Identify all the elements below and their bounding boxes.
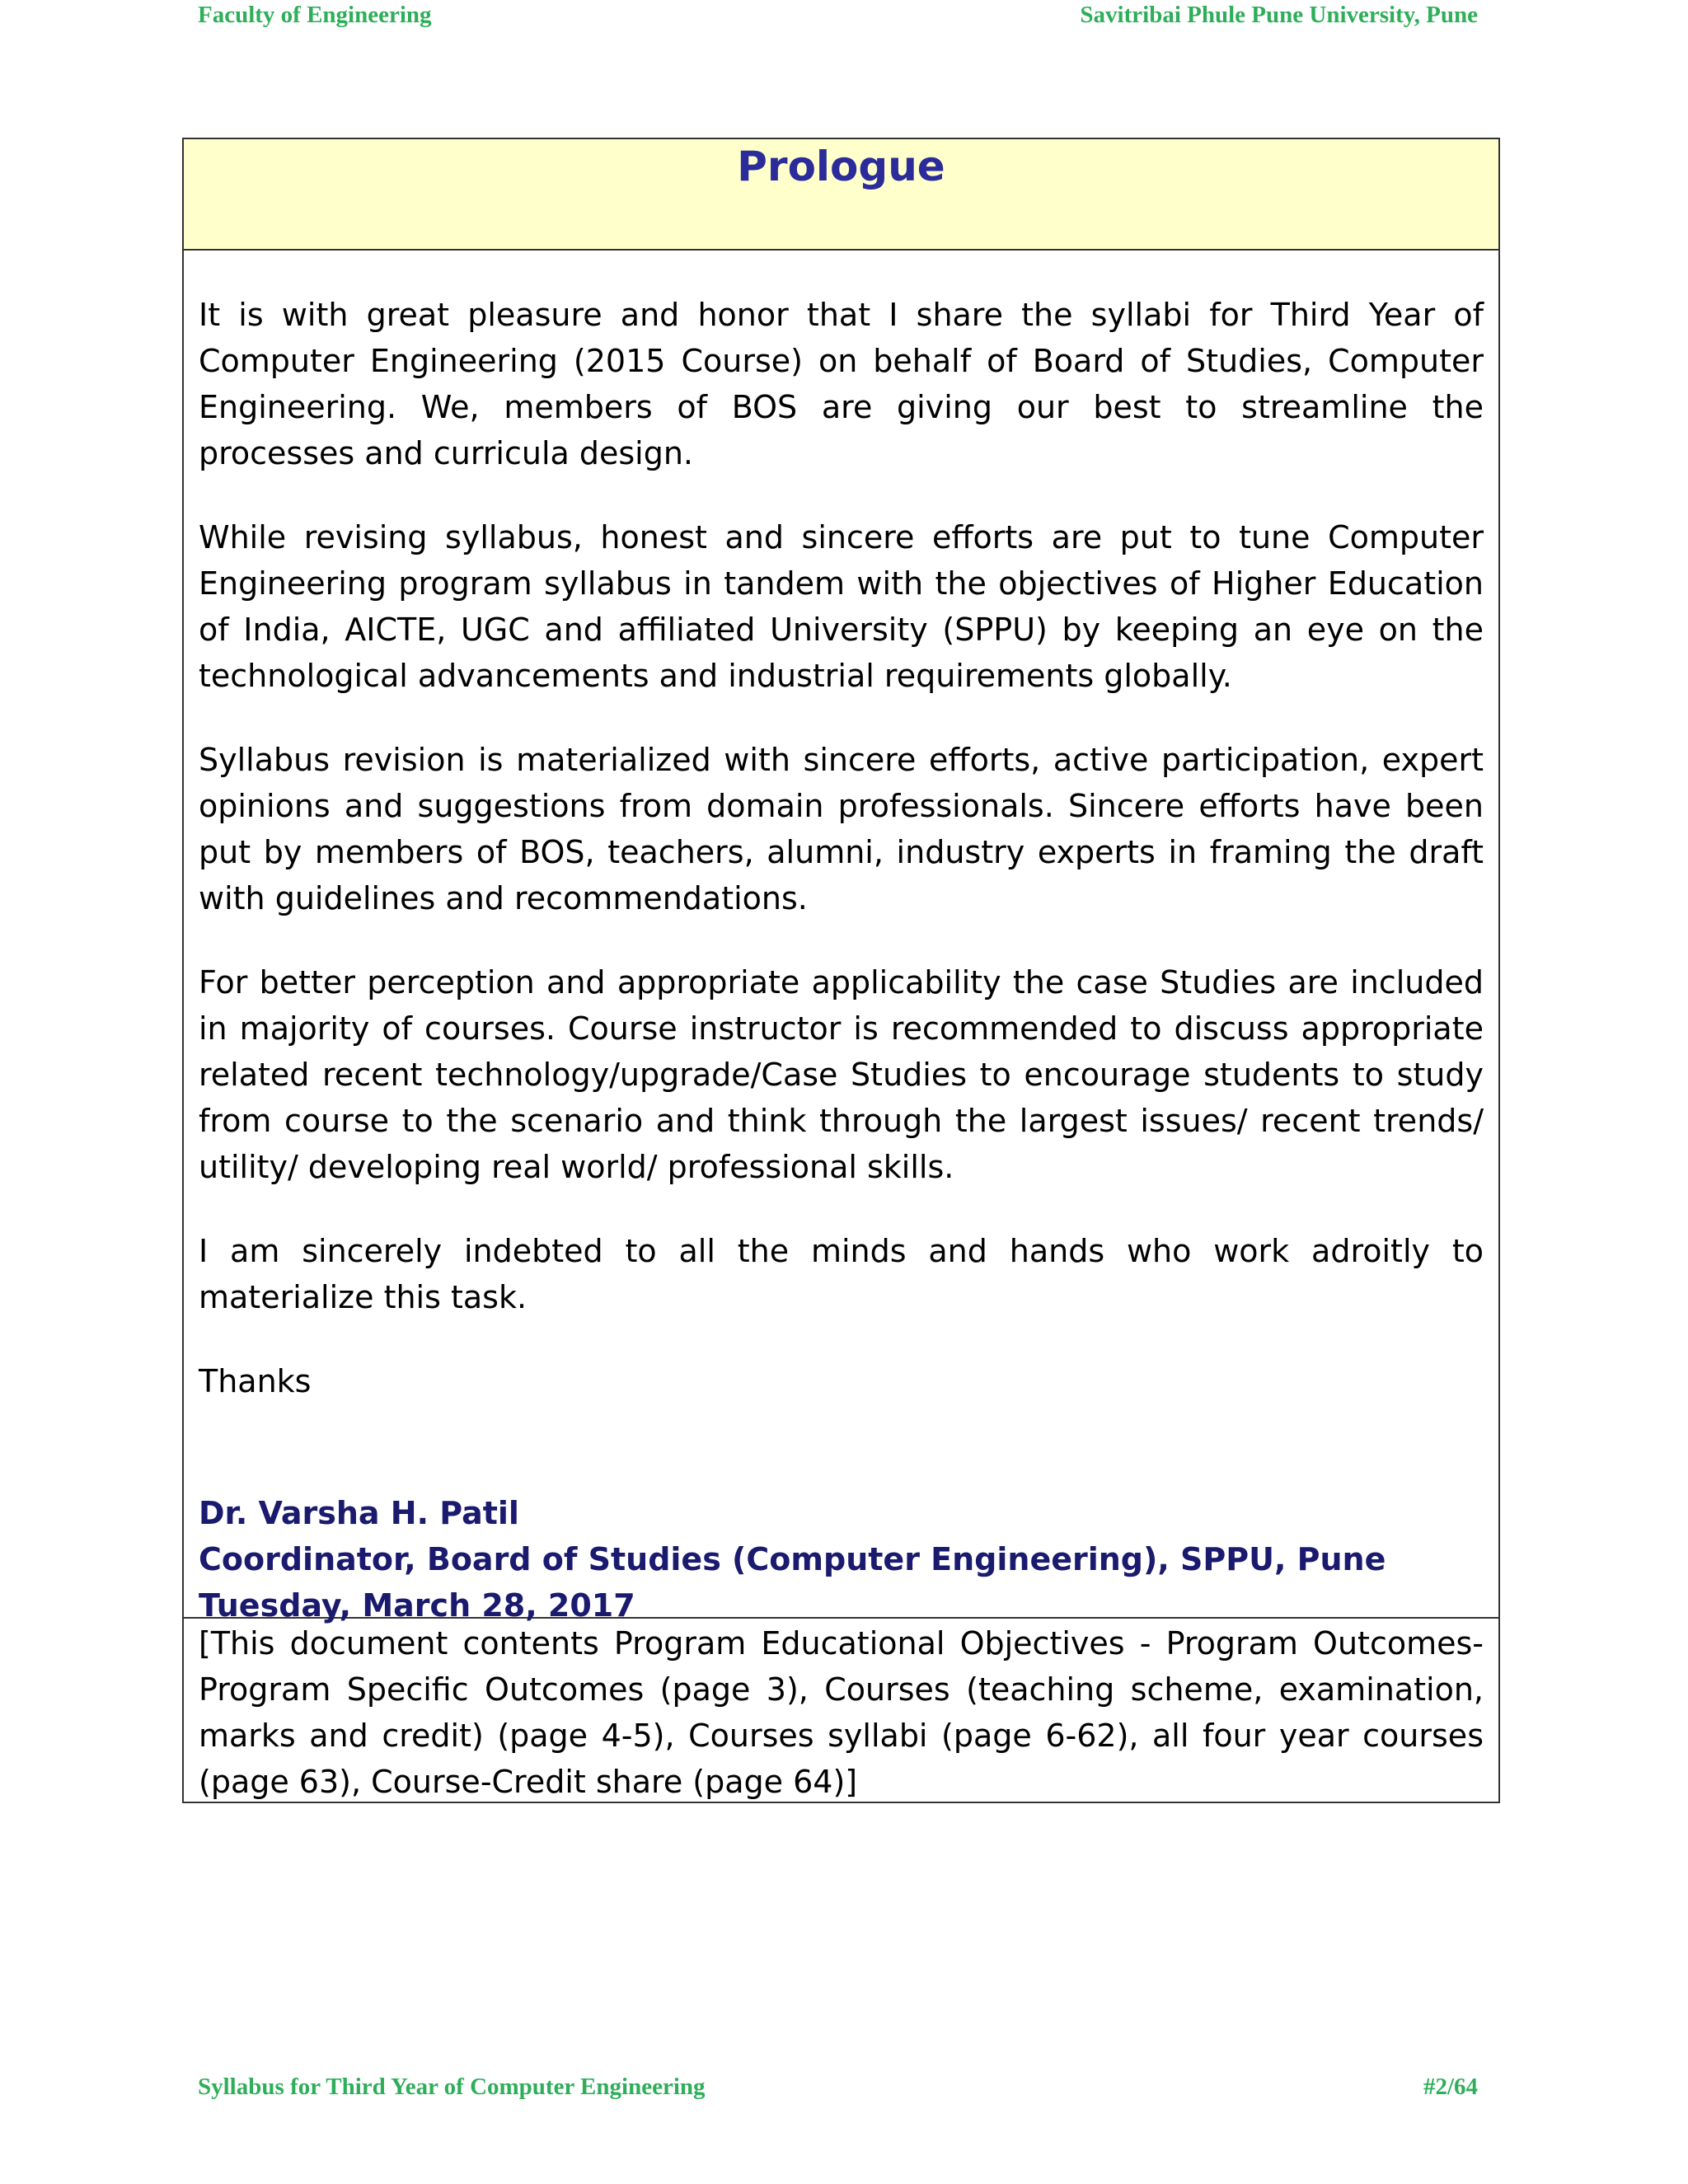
signature-block bbox=[199, 1490, 1484, 1629]
prologue-frame bbox=[182, 138, 1500, 1803]
paragraph-thanks-note: I am sincerely indebted to all the minds and hands who work adroitly to materialize this task. bbox=[199, 1233, 1484, 1315]
header-university: Savitribai Phule Pune University, Pune bbox=[1080, 2, 1478, 28]
paragraph-intro: It is with great pleasure and honor that I share the syllabi for Third Year of Computer Engineering (2015 Course) on behalf of Board of Studies, Computer Engineering. We, members of BOS are giving our best to streamline the processes and curricula design. bbox=[199, 297, 1484, 471]
signature-role: Coordinator, Board of Studies (Computer Engineering), SPPU, Pune bbox=[199, 1541, 1386, 1577]
signature-name: Dr. Varsha H. Patil bbox=[199, 1495, 519, 1531]
paragraph-revision: While revising syllabus, honest and sincere efforts are put to tune Computer Engineering program syllabus in tandem with the objectives of Higher Education of India, AICTE, UGC and affiliated University (SPPU) by keeping an eye on the technological advancements and industrial requirements globally. bbox=[199, 519, 1484, 694]
closing-thanks: Thanks bbox=[199, 1363, 312, 1399]
footer-title: Syllabus for Third Year of Computer Engineering bbox=[198, 2074, 706, 2100]
running-header bbox=[198, 2, 1478, 29]
running-footer bbox=[198, 2074, 1478, 2101]
contents-note: [This document contents Program Educational Objectives - Program Outcomes- Program Specific Outcomes (page 3), Courses (teaching scheme, examination, marks and credit) (page 4-5), Courses syllabi (page 6-62), all four year courses (page 63), Course-Credit share (page 64)] bbox=[184, 1617, 1498, 1802]
title-band bbox=[184, 139, 1498, 251]
page-title: Prologue bbox=[737, 143, 945, 190]
paragraph-materialized: Syllabus revision is materialized with sincere efforts, active participation, expert opinions and suggestions from domain professionals. Sincere efforts have been put by members of BOS, teachers, alumni, industry experts in framing the draft with guidelines and recommendations. bbox=[199, 742, 1484, 916]
prologue-body bbox=[184, 251, 1498, 1624]
page-number: #2/64 bbox=[1423, 2074, 1478, 2100]
signature-date: Tuesday, March 28, 2017 bbox=[199, 1587, 635, 1624]
header-faculty: Faculty of Engineering bbox=[198, 2, 432, 28]
paragraph-case-studies: For better perception and appropriate applicability the case Studies are included in majority of courses. Course instructor is recommended to discuss appropriate related recent technology/upgrade/Case Studies to encourage students to study from course to the scenario and think through the largest issues/ recent trends/ utility/ developing real world/ professional skills. bbox=[199, 964, 1484, 1185]
